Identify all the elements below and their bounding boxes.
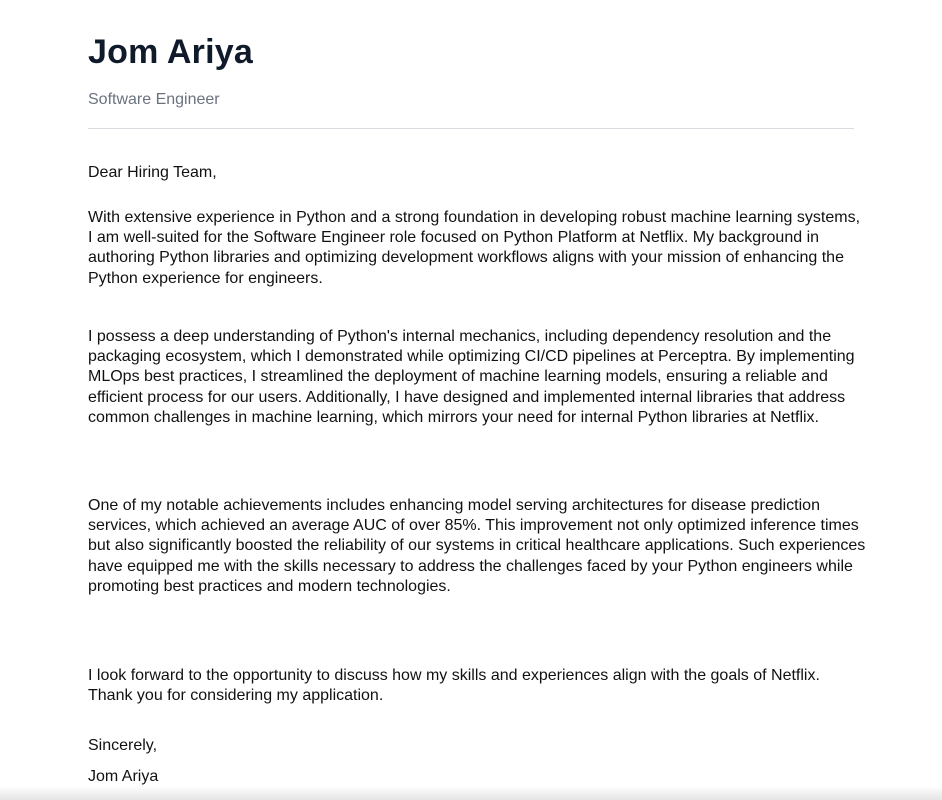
letter-paragraph-2: I possess a deep understanding of Python's internal mechanics, including dependency resolution and the packaging ecosystem, which I demonstrated while optimizing CI/CD pipelines at Perceptra. By implementing MLOps best practices, I streamlined the deployment of machine learning models, ensuring a reliable and efficient process for our users. Additionally, I have designed and implemented internal libraries that address common challenges in machine learning, which mirrors your need for internal Python libraries at Netflix. xyxy=(88,328,855,426)
letter-closing: Sincerely, xyxy=(88,737,158,754)
applicant-title: Software Engineer xyxy=(88,91,220,108)
applicant-name: Jom Ariya xyxy=(88,33,253,71)
letter-paragraph-1: With extensive experience in Python and a strong foundation in developing robust machine learning systems, I am well-suited for the Software Engineer role focused on Python Platform at Netflix. My background in authoring Python libraries and optimizing development workflows aligns with your mission of enhancing the Python experience for engineers. xyxy=(88,209,861,287)
page-bottom-edge xyxy=(0,786,942,800)
header-divider xyxy=(88,128,854,129)
letter-paragraph-4: I look forward to the opportunity to discuss how my skills and experiences align with the goals of Netflix. Thank you for considering my application. xyxy=(88,667,820,705)
letter-paragraph-3: One of my notable achievements includes enhancing model serving architectures for disease prediction services, which achieved an average AUC of over 85%. This improvement not only optimized inference times but also significantly boosted the reliability of our systems in critical healthcare applications. Such experiences have equipped me with the skills necessary to address the challenges faced by your Python engineers while promoting best practices and modern technologies. xyxy=(88,497,866,595)
letter-signature: Jom Ariya xyxy=(88,768,159,785)
letter-greeting: Dear Hiring Team, xyxy=(88,164,217,181)
